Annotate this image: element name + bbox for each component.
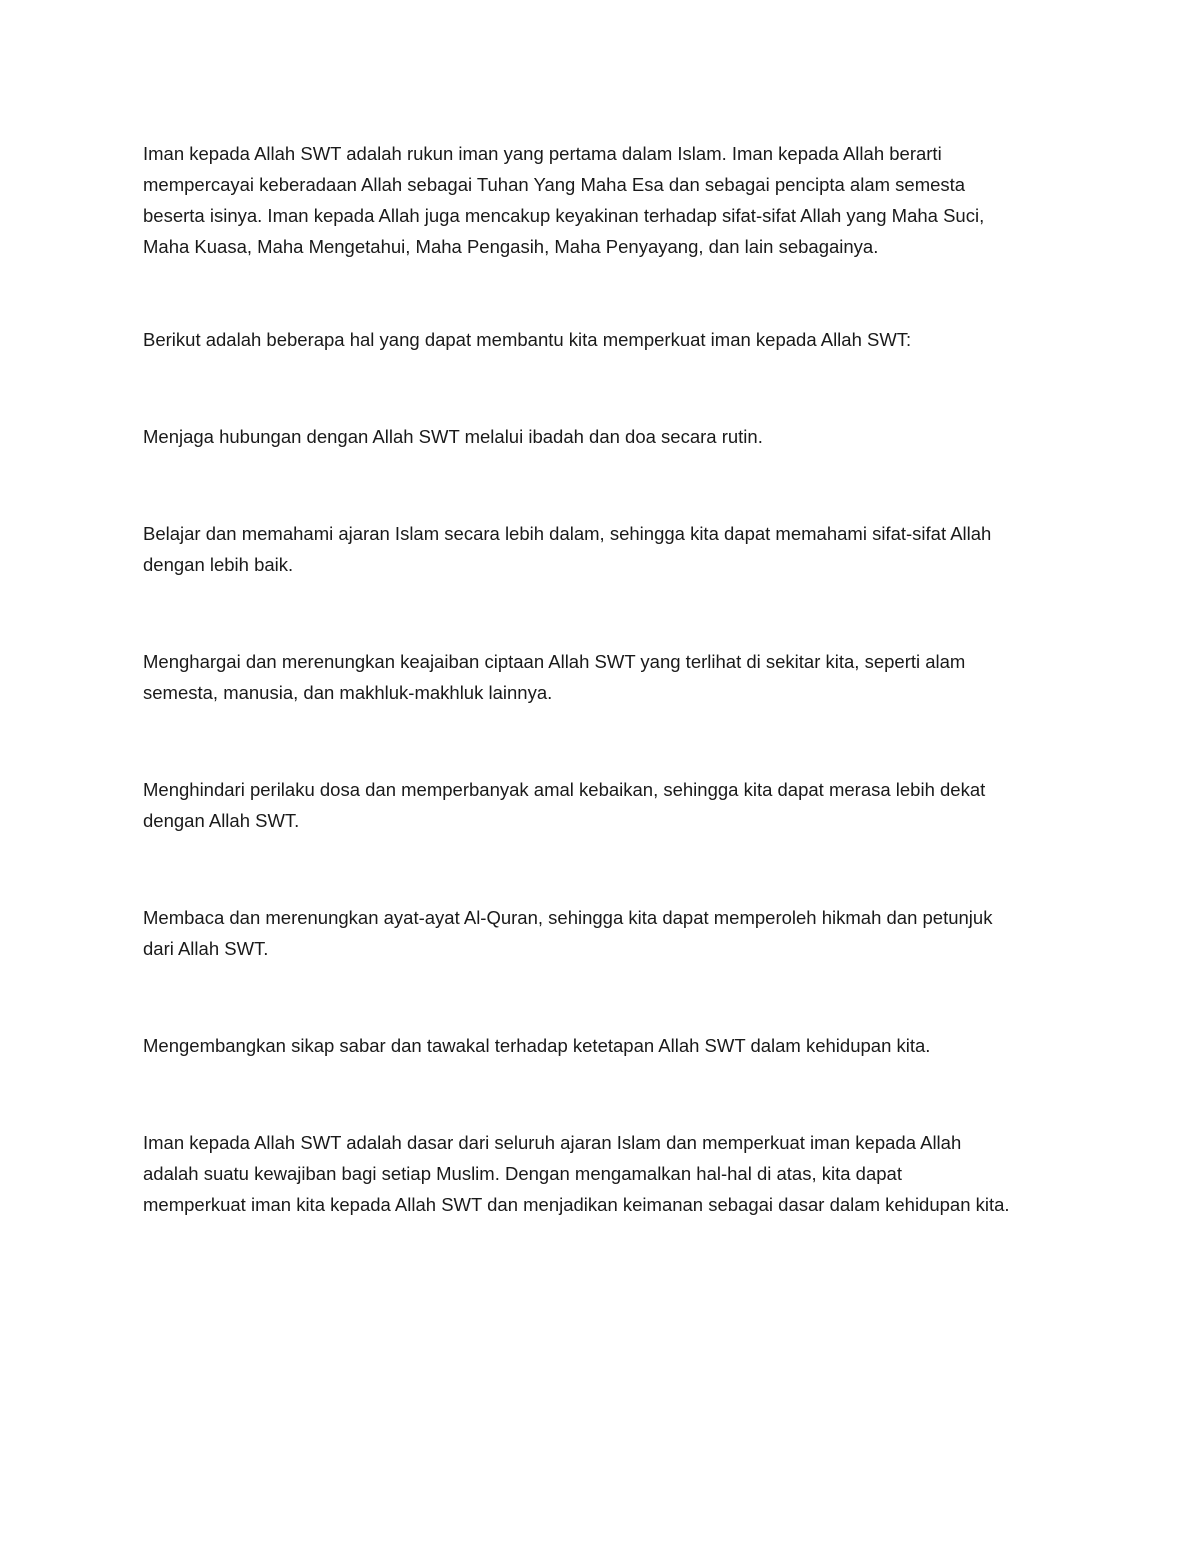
text-line: semesta, manusia, dan makhluk-makhluk lainnya. — [143, 682, 553, 703]
text-line: Berikut adalah beberapa hal yang dapat membantu kita memperkuat iman kepada Allah SWT: — [143, 329, 912, 350]
paragraph-point-sabar — [143, 1030, 1073, 1061]
paragraph-intro — [143, 138, 1073, 262]
text-line: Mengembangkan sikap sabar dan tawakal terhadap ketetapan Allah SWT dalam kehidupan kita. — [143, 1035, 931, 1056]
document-body — [143, 138, 1073, 1220]
text-line: beserta isinya. Iman kepada Allah juga mencakup keyakinan terhadap sifat-sifat Allah yang Maha Suci, — [143, 205, 985, 226]
text-line: dari Allah SWT. — [143, 938, 269, 959]
text-line: Belajar dan memahami ajaran Islam secara lebih dalam, sehingga kita dapat memahami sifat-sifat Allah — [143, 523, 992, 544]
paragraph-point-membaca — [143, 902, 1073, 964]
text-line: Menghargai dan merenungkan keajaiban ciptaan Allah SWT yang terlihat di sekitar kita, seperti alam — [143, 651, 966, 672]
text-line: Menjaga hubungan dengan Allah SWT melalui ibadah dan doa secara rutin. — [143, 426, 763, 447]
paragraph-list-intro — [143, 324, 1073, 355]
paragraph-point-ibadah — [143, 421, 1073, 452]
paragraph-point-menghargai — [143, 646, 1073, 708]
text-line: Menghindari perilaku dosa dan memperbanyak amal kebaikan, sehingga kita dapat merasa lebih dekat — [143, 779, 986, 800]
text-line: Iman kepada Allah SWT adalah dasar dari seluruh ajaran Islam dan memperkuat iman kepada Allah — [143, 1132, 962, 1153]
paragraph-point-menghindari — [143, 774, 1073, 836]
text-line: memperkuat iman kita kepada Allah SWT dan menjadikan keimanan sebagai dasar dalam kehidupan kita. — [143, 1194, 1010, 1215]
paragraph-point-belajar — [143, 518, 1073, 580]
text-line: mempercayai keberadaan Allah sebagai Tuhan Yang Maha Esa dan sebagai pencipta alam semesta — [143, 174, 966, 195]
text-line: Iman kepada Allah SWT adalah rukun iman yang pertama dalam Islam. Iman kepada Allah berarti — [143, 143, 942, 164]
text-line: dengan lebih baik. — [143, 554, 294, 575]
text-line: Membaca dan merenungkan ayat-ayat Al-Quran, sehingga kita dapat memperoleh hikmah dan petunjuk — [143, 907, 993, 928]
paragraph-conclusion — [143, 1127, 1073, 1220]
text-line: adalah suatu kewajiban bagi setiap Muslim. Dengan mengamalkan hal-hal di atas, kita dapat — [143, 1163, 902, 1184]
text-line: dengan Allah SWT. — [143, 810, 300, 831]
text-line: Maha Kuasa, Maha Mengetahui, Maha Pengasih, Maha Penyayang, dan lain sebagainya. — [143, 236, 879, 257]
